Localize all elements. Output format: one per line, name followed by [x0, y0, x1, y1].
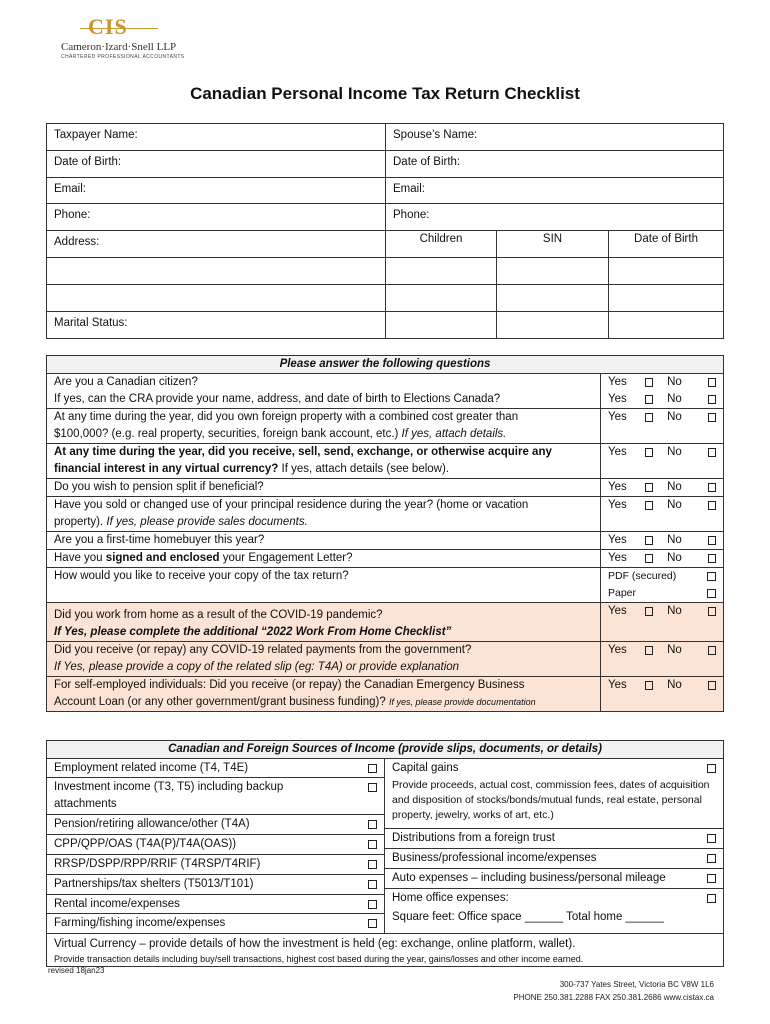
partnerships-checkbox[interactable]	[368, 880, 377, 889]
income-item: Employment related income (T4, T4E)	[54, 761, 249, 774]
no-checkbox[interactable]	[708, 378, 716, 387]
no-checkbox[interactable]	[708, 395, 716, 404]
yes-checkbox[interactable]	[645, 501, 653, 510]
address-line[interactable]	[47, 285, 386, 312]
taxpayer-name-field[interactable]: Taxpayer Name:	[47, 124, 386, 151]
foreign-trust-checkbox[interactable]	[707, 834, 716, 843]
pdf-checkbox[interactable]	[707, 572, 716, 581]
home-office-checkbox[interactable]	[707, 894, 716, 903]
yes-checkbox[interactable]	[645, 554, 653, 563]
paper-checkbox[interactable]	[707, 589, 716, 598]
no-checkbox[interactable]	[708, 607, 716, 616]
questions-table: Please answer the following questions Are you a Canadian citizen? If yes, can the CRA provide your name, address, and date of birth to Elections Canada? Yes No Yes No At any time during the year, did you own foreign property with a combined cost greater than $100,000? (e.g. real property, securities, foreign bank account, etc.) If yes, attach details. Yes No At any time during the year, did you receive, sell, send, exchange, or otherwise acquire any financial interest in any virtual currency? If yes, attach details (see below). Yes No Do you wish to pension split if beneficial? Yes No Have you sold or changed use of your principal residence during the year? (home or vacation property). If yes, please provide sales documents. Yes No Are you a first-time homebuyer this year? Yes No Have you signed and enclosed your Engagement Letter? Yes No How would you like to receive your copy of the tax return? PDF (secured) Paper Did you work from home as a result of the COVID-19 pandemic? If Yes, please complete the additional “2022 Work From Home Checklist” Yes No Did you receive (or repay) any COVID-19 related payments from the government? If Yes, please provide a copy of the related slip (eg: T4A) or provide explanation Yes No For self-employed individuals: Did you receive (or repay) the Canadian Emergency Business Account Loan (or any other government/grant business funding)? If yes, please provide documentation Yes No	[46, 355, 724, 712]
child-name-cell[interactable]	[386, 285, 497, 312]
income-item: Farming/fishing income/expenses	[54, 917, 226, 929]
address-field[interactable]: Address:	[47, 231, 386, 258]
virtual-currency-detail: Provide transaction details including buy/sell transactions, highest cost based during the year, gains/losses and other income earned.	[54, 954, 584, 964]
income-item: CPP/QPP/OAS (T4A(P)/T4A(OAS))	[54, 838, 237, 850]
question-delivery-method: How would you like to receive your copy of the tax return?	[47, 568, 601, 603]
child-sin-cell[interactable]	[497, 285, 609, 312]
no-checkbox[interactable]	[708, 413, 716, 422]
yes-checkbox[interactable]	[645, 536, 653, 545]
question-engagement-letter: Have you signed and enclosed your Engagement Letter?	[47, 550, 601, 568]
child-dob-cell[interactable]	[609, 285, 724, 312]
no-checkbox[interactable]	[708, 448, 716, 457]
revised-date: revised 18jan23	[48, 966, 105, 975]
capital-gains-note: Provide proceeds, actual cost, commission fees, dates of acquisition and disposition of stocks/bonds/mutual funds, real estate, personal property, jewelry, works of art, etc.)	[392, 779, 710, 821]
child-dob-cell[interactable]	[609, 258, 724, 285]
income-item: Investment income (T3, T5) including backup attachments	[54, 781, 284, 810]
no-checkbox[interactable]	[708, 554, 716, 563]
question-first-time-homebuyer: Are you a first-time homebuyer this year?	[47, 532, 601, 550]
no-checkbox[interactable]	[708, 501, 716, 510]
child-sin-cell[interactable]	[497, 258, 609, 285]
income-header: Canadian and Foreign Sources of Income (provide slips, documents, or details)	[47, 741, 724, 759]
personal-info-table	[46, 123, 724, 339]
yes-checkbox[interactable]	[645, 607, 653, 616]
yes-checkbox[interactable]	[645, 483, 653, 492]
marital-status-field[interactable]: Marital Status:	[47, 312, 386, 339]
income-item: Rental income/expenses	[54, 897, 180, 910]
income-item: RRSP/DSPP/RPP/RRIF (T4RSP/T4RIF)	[54, 858, 261, 870]
yes-checkbox[interactable]	[645, 448, 653, 457]
no-checkbox[interactable]	[708, 483, 716, 492]
investment-checkbox[interactable]	[368, 783, 377, 792]
rental-checkbox[interactable]	[368, 900, 377, 909]
no-checkbox[interactable]	[708, 681, 716, 690]
question-principal-residence: Have you sold or changed use of your principal residence during the year? (home or vacation property). If yes, please provide sales documents.	[47, 497, 601, 532]
question-work-from-home: Did you work from home as a result of the COVID-19 pandemic? If Yes, please complete the additional “2022 Work From Home Checklist”	[47, 603, 601, 642]
income-item: Pension/retiring allowance/other (T4A)	[54, 818, 250, 830]
question-pension-split: Do you wish to pension split if beneficial?	[47, 479, 601, 497]
question-ceba-loan: For self-employed individuals: Did you receive (or repay) the Canadian Emergency Business Account Loan (or any other government/grant business funding)? If yes, please provide documentation	[47, 677, 601, 712]
income-item: Partnerships/tax shelters (T5013/T101)	[54, 878, 254, 890]
child-name-cell[interactable]	[386, 312, 497, 339]
question-covid-payments: Did you receive (or repay) any COVID-19 related payments from the government? If Yes, please provide a copy of the related slip (eg: T4A) or provide explanation	[47, 642, 601, 677]
logo-mark: CIS	[88, 14, 128, 39]
question-foreign-property: At any time during the year, did you own foreign property with a combined cost greater than $100,000? (e.g. real property, securities, foreign bank account, etc.) If yes, attach details.	[47, 409, 601, 444]
no-checkbox[interactable]	[708, 536, 716, 545]
income-item: Business/professional income/expenses	[392, 852, 597, 864]
sin-header: SIN	[497, 231, 609, 258]
logo-rule	[80, 28, 158, 29]
logo-subtitle: CHARTERED PROFESSIONAL ACCOUNTANTS	[61, 54, 185, 60]
taxpayer-phone-field[interactable]: Phone:	[47, 204, 386, 231]
business-checkbox[interactable]	[707, 854, 716, 863]
logo-firm-name: Cameron·Izard·Snell LLP	[61, 41, 177, 53]
auto-expenses-checkbox[interactable]	[707, 874, 716, 883]
spouse-phone-field[interactable]: Phone:	[386, 204, 724, 231]
rrsp-checkbox[interactable]	[368, 860, 377, 869]
child-dob-cell[interactable]	[609, 312, 724, 339]
income-item: Distributions from a foreign trust	[392, 832, 555, 844]
pension-checkbox[interactable]	[368, 820, 377, 829]
farming-checkbox[interactable]	[368, 919, 377, 928]
income-item: Capital gains	[392, 762, 459, 774]
children-header: Children	[386, 231, 497, 258]
address-line[interactable]	[47, 258, 386, 285]
child-dob-header: Date of Birth	[609, 231, 724, 258]
income-table	[46, 740, 724, 967]
question-virtual-currency: At any time during the year, did you receive, sell, send, exchange, or otherwise acquire any financial interest in any virtual currency? If yes, attach details (see below).	[47, 444, 601, 479]
no-checkbox[interactable]	[708, 646, 716, 655]
questions-header: Please answer the following questions	[47, 356, 724, 374]
income-item: Home office expenses:	[392, 892, 509, 904]
square-feet-field[interactable]: Square feet: Office space ______ Total home ______	[392, 911, 664, 923]
cpp-checkbox[interactable]	[368, 840, 377, 849]
yes-checkbox[interactable]	[645, 413, 653, 422]
yes-checkbox[interactable]	[645, 646, 653, 655]
spouse-email-field[interactable]: Email:	[386, 178, 724, 204]
capital-gains-checkbox[interactable]	[707, 764, 716, 773]
page-title: Canadian Personal Income Tax Return Checklist	[190, 84, 580, 103]
child-name-cell[interactable]	[386, 258, 497, 285]
taxpayer-dob-field[interactable]: Date of Birth:	[47, 151, 386, 178]
child-sin-cell[interactable]	[497, 312, 609, 339]
yes-checkbox[interactable]	[645, 395, 653, 404]
question-citizen: Are you a Canadian citizen? If yes, can the CRA provide your name, address, and date of birth to Elections Canada?	[47, 374, 601, 409]
firm-contact: PHONE 250.381.2288 FAX 250.381.2686 www.cistax.ca	[513, 993, 714, 1002]
firm-address: 300-737 Yates Street, Victoria BC V8W 1L6	[559, 980, 714, 989]
firm-logo	[58, 14, 198, 62]
virtual-currency-note: Virtual Currency – provide details of how the investment is held (eg: exchange, online platform, wallet).	[54, 938, 576, 950]
yes-checkbox[interactable]	[645, 378, 653, 387]
spouse-dob-field[interactable]: Date of Birth:	[386, 151, 724, 178]
taxpayer-email-field[interactable]: Email:	[47, 178, 386, 204]
yes-checkbox[interactable]	[645, 681, 653, 690]
income-item: Auto expenses – including business/personal mileage	[392, 872, 666, 884]
spouse-name-field[interactable]: Spouse’s Name:	[386, 124, 724, 151]
employment-checkbox[interactable]	[368, 764, 377, 773]
